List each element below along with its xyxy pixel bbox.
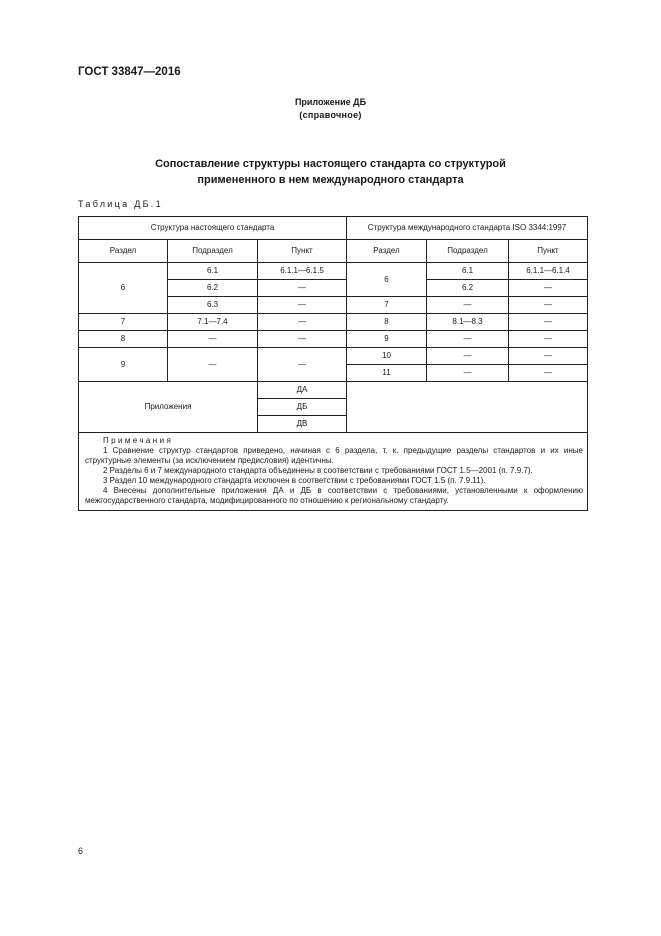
- cell: —: [427, 365, 509, 382]
- cell: 6.2: [427, 280, 509, 297]
- cell: 6.1.1—6.1.5: [258, 263, 347, 280]
- col-header-subsection: Подраздел: [168, 240, 258, 263]
- cell: 6.1.1—6.1.4: [509, 263, 588, 280]
- group-header-right: Структура международного стандарта ISO 3344:1997: [347, 217, 588, 240]
- note-item: 1 Сравнение структур стандартов приведено, начиная с 6 раздела, т. к. предыдущие разделы стандартов и их иные структурные элементы (за исключением предисловия) идентичны.: [85, 446, 584, 465]
- cell: 8: [347, 314, 427, 331]
- cell: —: [168, 331, 258, 348]
- appendix-title: Приложение ДБ: [294, 97, 367, 107]
- note-item: 2 Разделы 6 и 7 международного стандарта объединены в соответствии с требованиями ГОСТ 1.5—2001 (п. 7.9.7).: [103, 466, 533, 475]
- notes-row: [79, 433, 588, 511]
- cell: 8.1—8.3: [427, 314, 509, 331]
- page-number: 6: [78, 846, 84, 856]
- page-title: [0, 156, 661, 188]
- title-line-2: примененного в нем международного стандарта: [197, 174, 464, 186]
- cell: 6: [347, 263, 427, 297]
- table-row: [79, 348, 588, 365]
- cell: —: [427, 348, 509, 365]
- notes-cell: [79, 433, 588, 511]
- cell: 6.3: [168, 297, 258, 314]
- cell: —: [427, 331, 509, 348]
- col-header-item: Пункт: [509, 240, 588, 263]
- cell: —: [509, 297, 588, 314]
- cell: 9: [347, 331, 427, 348]
- cell: —: [509, 365, 588, 382]
- col-header-item: Пункт: [258, 240, 347, 263]
- document-code: ГОСТ 33847—2016: [78, 66, 181, 78]
- col-header-section: Раздел: [347, 240, 427, 263]
- cell: —: [258, 314, 347, 331]
- cell: —: [509, 331, 588, 348]
- appendix-heading: [0, 96, 661, 122]
- col-header-subsection: Подраздел: [427, 240, 509, 263]
- table-group-header-row: [79, 217, 588, 240]
- appendices-label: Приложения: [79, 382, 258, 433]
- cell: —: [509, 314, 588, 331]
- table-row: [79, 382, 588, 399]
- table-column-header-row: [79, 240, 588, 263]
- cell: —: [258, 348, 347, 382]
- cell: 7: [347, 297, 427, 314]
- cell: —: [427, 297, 509, 314]
- table-row: [79, 263, 588, 280]
- cell: —: [258, 297, 347, 314]
- cell: 8: [79, 331, 168, 348]
- cell: 6.1: [168, 263, 258, 280]
- col-header-section: Раздел: [79, 240, 168, 263]
- cell: —: [509, 348, 588, 365]
- cell: 6.2: [168, 280, 258, 297]
- table-row: [79, 331, 588, 348]
- note-item: 3 Раздел 10 международного стандарта исключен в соответствии с требованиями ГОСТ 1.5 (п. 7.9.11).: [103, 476, 486, 485]
- cell: 7.1—7.4: [168, 314, 258, 331]
- table-row: [79, 314, 588, 331]
- cell: 6.1: [427, 263, 509, 280]
- cell: —: [168, 348, 258, 382]
- empty-cell: [347, 382, 588, 433]
- cell: —: [509, 280, 588, 297]
- title-line-1: Сопоставление структуры настоящего стандарта со структурой: [155, 158, 506, 170]
- cell: —: [258, 331, 347, 348]
- cell: 11: [347, 365, 427, 382]
- cell: 7: [79, 314, 168, 331]
- table-label: Таблица ДБ.1: [78, 199, 163, 209]
- cell: 9: [79, 348, 168, 382]
- cell: ДБ: [258, 399, 347, 416]
- cell: ДВ: [258, 416, 347, 433]
- cell: 6: [79, 263, 168, 314]
- cell: —: [258, 280, 347, 297]
- appendix-type: (справочное): [299, 110, 362, 120]
- note-item: 4 Внесены дополнительные приложения ДА и ДБ в соответствии с требованиями, установленными к оформлению межгосударственного стандарта, модифицированного по отношению к региональному стандарту.: [85, 486, 584, 505]
- cell: ДА: [258, 382, 347, 399]
- group-header-left: Структура настоящего стандарта: [79, 217, 347, 240]
- comparison-table: [78, 216, 588, 511]
- notes-title: Примечания: [103, 436, 174, 445]
- cell: 10: [347, 348, 427, 365]
